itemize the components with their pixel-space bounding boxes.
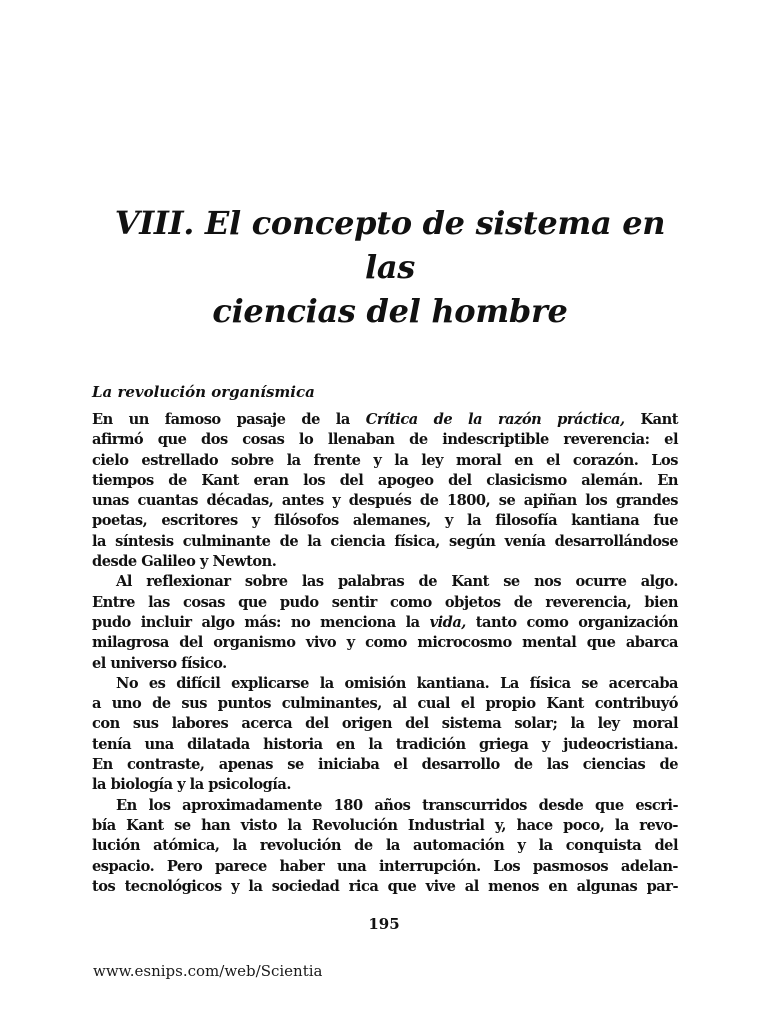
text-line: a uno de sus puntos culminantes, al cual el propio Kant contribuyó <box>92 695 678 713</box>
text-line: bía Kant se han visto la Revolución Industrial y, hace poco, la revo- <box>92 816 678 834</box>
page-number: 195 <box>368 915 400 933</box>
text-line: Entre las cosas que pudo sentir como objetos de reverencia, bien <box>92 593 678 611</box>
chapter-title-line-1: VIII. El concepto de sistema en las <box>114 204 666 287</box>
text-line: cielo estrellado sobre la frente y la ley moral en el corazón. Los <box>92 451 678 469</box>
text-line: En un famoso pasaje de la Crítica de la razón práctica, Kant <box>92 411 678 428</box>
body-text <box>92 410 678 897</box>
text-line: desde Galileo y Newton. <box>92 553 277 571</box>
text-line: con sus labores acerca del origen del sistema solar; la ley moral <box>92 715 678 733</box>
text-line: pudo incluir algo más: no menciona la vida, tanto como organización <box>92 613 678 631</box>
text-line: afirmó que dos cosas lo llenaban de indescriptible reverencia: el <box>92 431 678 449</box>
text-line: No es difícil explicarse la omisión kantiana. La física se acercaba <box>116 674 678 692</box>
text-line: tiempos de Kant eran los del apogeo del clasicismo alemán. En <box>92 471 678 489</box>
text-line: unas cuantas décadas, antes y después de 1800, se apiñan los grandes <box>92 492 678 510</box>
source-url: www.esnips.com/web/Scientia <box>93 962 323 980</box>
text-line: la síntesis culminante de la ciencia física, según venía desarrollándose <box>92 532 678 550</box>
text-line: poetas, escritores y filósofos alemanes, y la filosofía kantiana fue <box>92 512 678 530</box>
text-line: tenía una dilatada historia en la tradición griega y judeocristiana. <box>92 735 678 753</box>
text-line: el universo físico. <box>92 654 227 672</box>
chapter-title <box>90 201 690 333</box>
text-line: Al reflexionar sobre las palabras de Kant se nos ocurre algo. <box>116 573 678 591</box>
text-line: tos tecnológicos y la sociedad rica que vive al menos en algunas par- <box>92 877 678 895</box>
chapter-title-line-2: ciencias del hombre <box>212 292 568 331</box>
section-heading: La revolución organísmica <box>92 383 315 401</box>
text-line: En contraste, apenas se iniciaba el desarrollo de las ciencias de <box>92 756 678 774</box>
text-line: la biología y la psicología. <box>92 776 291 794</box>
text-line: espacio. Pero parece haber una interrupción. Los pasmosos adelan- <box>92 857 678 875</box>
text-line: lución atómica, la revolución de la automación y la conquista del <box>92 837 678 855</box>
text-line: milagrosa del organismo vivo y como microcosmo mental que abarca <box>92 634 678 652</box>
text-line: En los aproximadamente 180 años transcurridos desde que escri- <box>116 796 678 814</box>
